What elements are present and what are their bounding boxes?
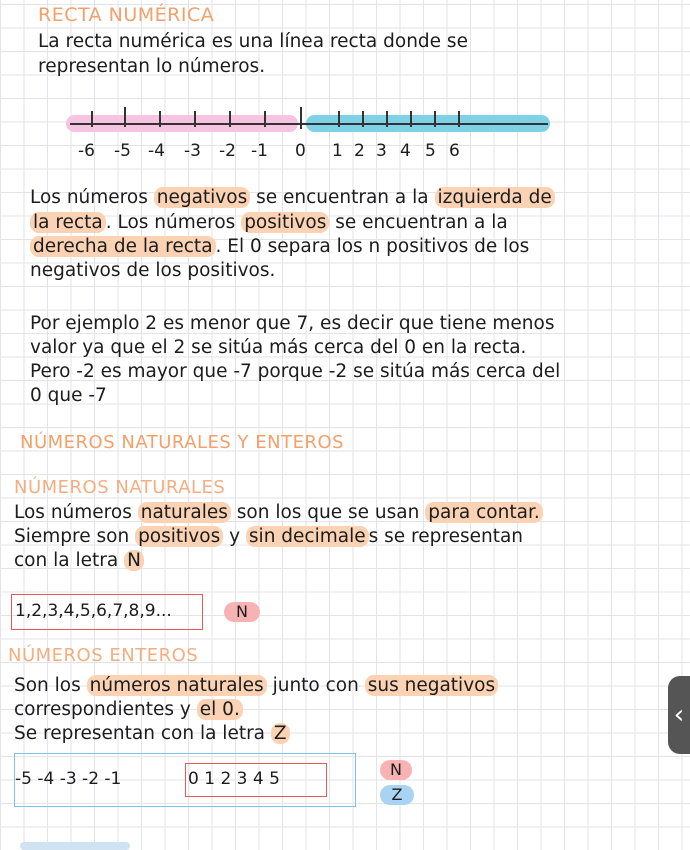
enteros-negative-part: -5 -4 -3 -2 -1 (15, 769, 122, 789)
tick (229, 111, 231, 127)
highlight: números naturales (87, 675, 267, 696)
tick (264, 111, 266, 127)
nl-label-zero: 0 (295, 141, 306, 161)
text: Los números (14, 502, 138, 523)
highlight: naturales (138, 502, 231, 523)
enteros-positive-part: 0 1 2 3 4 5 (188, 769, 280, 789)
tick (159, 111, 161, 127)
text: se encuentran a la (329, 212, 508, 233)
highlight: N (124, 550, 144, 571)
tick (410, 111, 412, 127)
text: se encuentran a la (250, 187, 435, 208)
text: . El 0 separa los n positivos de los (215, 236, 530, 257)
section-title-naturales-enteros: NÚMEROS NATURALES Y ENTEROS (20, 432, 345, 453)
paragraph-2-line-1: Por ejemplo 2 es menor que 7, es decir que tiene menos (30, 313, 555, 334)
intro-line-2: representan lo números. (38, 56, 266, 77)
enteros-example-box (14, 753, 356, 807)
highlight: positivos (135, 526, 223, 547)
tick (386, 111, 388, 127)
subtitle-enteros: NÚMEROS ENTEROS (8, 645, 199, 666)
tick (124, 107, 126, 127)
nl-label: -4 (148, 141, 165, 161)
badge-n: N (224, 602, 260, 622)
text: s se representan (368, 526, 524, 547)
badge-z: Z (380, 785, 414, 805)
nl-label: -6 (78, 141, 95, 161)
enteros-line-3 (14, 722, 290, 747)
highlight: la recta (30, 212, 106, 233)
number-line (66, 115, 556, 175)
tick-zero (300, 107, 302, 129)
tick (338, 111, 340, 127)
enteros-natural-box (185, 763, 327, 797)
badge-n: N (380, 760, 412, 780)
nl-label: 6 (449, 141, 460, 161)
nl-label: 4 (400, 141, 411, 161)
highlight: Z (271, 723, 290, 744)
nl-label: 3 (376, 141, 387, 161)
section-title-recta-numerica: RECTA NUMÉRICA (38, 4, 215, 26)
text: correspondientes y (14, 699, 197, 720)
text: y (223, 526, 246, 547)
naturales-line-1 (14, 501, 543, 526)
highlight: sin decimale (246, 526, 369, 547)
chevron-left-icon: ‹ (673, 700, 685, 730)
paragraph-2-line-4: 0 que -7 (30, 385, 107, 406)
text: son los que se usan (230, 502, 426, 523)
paragraph-2-line-2: valor ya que el 2 se sitúa más cerca del 0 en la recta. (30, 337, 527, 358)
paragraph-2-line-3: Pero -2 es mayor que -7 porque -2 se sitúa más cerca del (30, 361, 561, 382)
nl-label: -5 (114, 141, 131, 161)
paragraph-1-line-4: negativos de los positivos. (30, 260, 276, 281)
naturales-line-2 (14, 525, 523, 550)
highlight: izquierda de (435, 187, 555, 208)
text: Se representan con la letra (14, 723, 271, 744)
tick (458, 111, 460, 127)
nl-label: 1 (332, 141, 343, 161)
tick (434, 111, 436, 127)
text: Siempre son (14, 526, 136, 547)
subtitle-naturales: NÚMEROS NATURALES (14, 477, 226, 498)
highlight: positivos (241, 212, 329, 233)
nl-label: 5 (425, 141, 436, 161)
text: junto con (266, 675, 365, 696)
text: con la letra (14, 550, 125, 571)
naturales-example-text: 1,2,3,4,5,6,7,8,9... (15, 601, 172, 621)
naturales-example-box (11, 594, 203, 630)
naturales-line-3 (14, 549, 144, 574)
highlight: para contar. (425, 502, 543, 523)
highlight: derecha de la recta (30, 236, 216, 257)
number-line-axis (70, 123, 548, 125)
nl-label: -2 (219, 141, 236, 161)
enteros-line-2 (14, 698, 243, 723)
highlight: sus negativos (365, 675, 498, 696)
bottom-partial-element (20, 842, 130, 850)
nl-label: 2 (354, 141, 365, 161)
paragraph-1-line-3 (30, 235, 529, 260)
text: Son los (14, 675, 87, 696)
paragraph-1-line-2 (30, 211, 508, 236)
intro-line-1: La recta numérica es una línea recta donde se (38, 31, 468, 52)
enteros-line-1 (14, 674, 498, 699)
paragraph-1-line-1 (30, 186, 555, 211)
text: . Los números (105, 212, 242, 233)
highlight: el 0. (197, 699, 243, 720)
tick (91, 111, 93, 127)
highlight: negativos (154, 187, 251, 208)
nl-label: -1 (251, 141, 268, 161)
text: Los números (30, 187, 154, 208)
tick (194, 111, 196, 127)
nl-label: -3 (184, 141, 201, 161)
tick (362, 111, 364, 127)
side-handle-tab[interactable] (668, 676, 690, 754)
